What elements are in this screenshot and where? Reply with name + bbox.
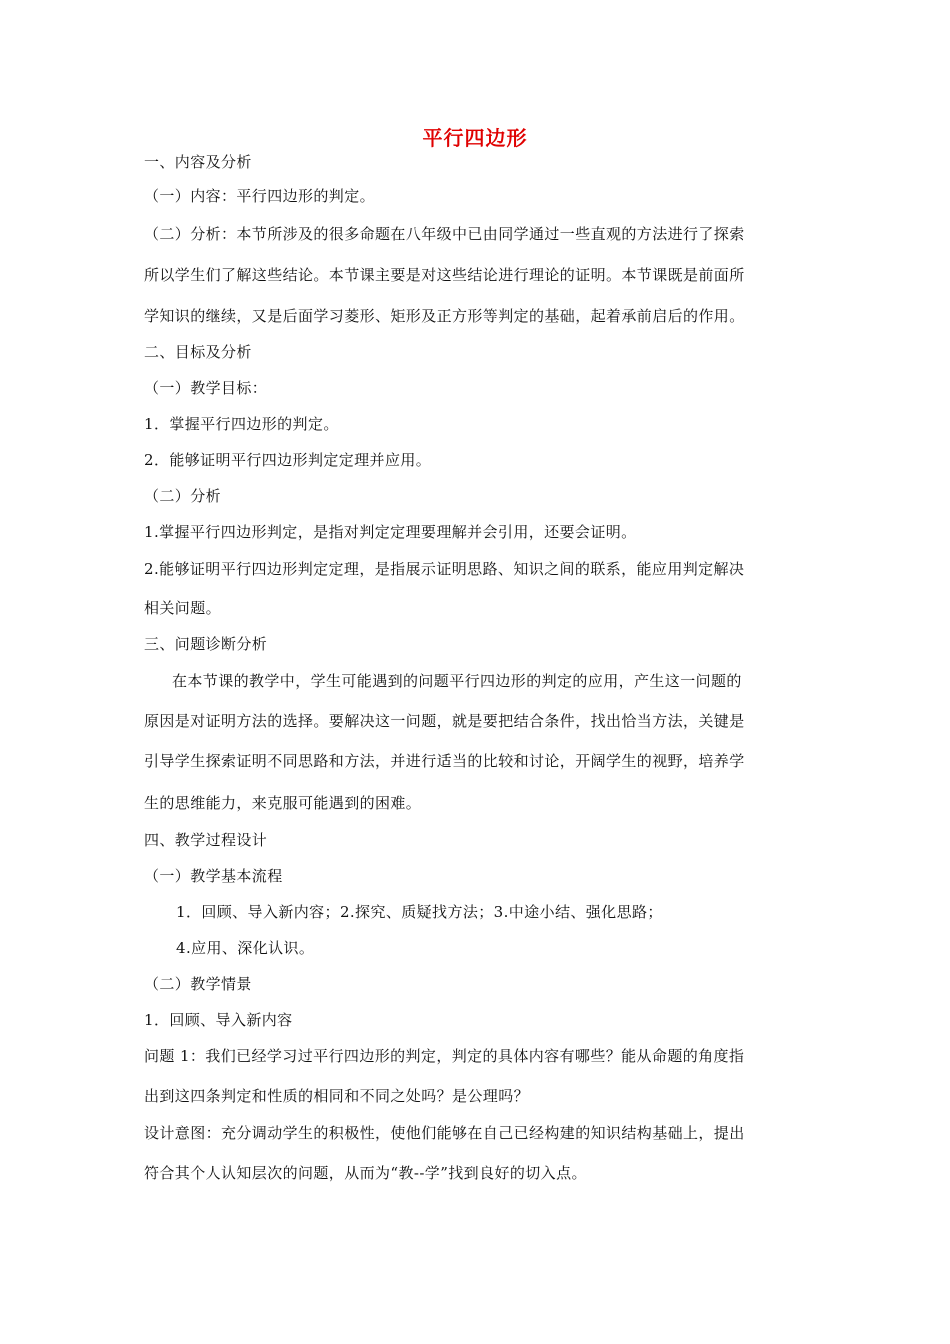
- paragraph-line: 1．回顾、导入新内容；2.探究、质疑找方法；3.中途小结、强化思路；: [176, 903, 663, 921]
- section-heading-goals: 二、目标及分析: [144, 343, 252, 361]
- paragraph-line: 2．能够证明平行四边形判定定理并应用。: [144, 451, 432, 469]
- paragraph-line: 符合其个人认知层次的问题，从而为“教--学”找到良好的切入点。: [144, 1164, 587, 1182]
- paragraph-line: 在本节课的教学中，学生可能遇到的问题平行四边形的判定的应用，产生这一问题的: [172, 672, 742, 690]
- paragraph-line: （二）分析：本节所涉及的很多命题在八年级中已由同学通过一些直观的方法进行了探索: [144, 225, 745, 243]
- paragraph-line: 相关问题。: [144, 599, 222, 617]
- paragraph-line: 引导学生探索证明不同思路和方法，并进行适当的比较和讨论，开阔学生的视野，培养学: [144, 752, 745, 770]
- paragraph-line: 1．回顾、导入新内容: [144, 1011, 293, 1029]
- section-heading-diagnosis: 三、问题诊断分析: [144, 635, 268, 653]
- paragraph-line: 1．掌握平行四边形的判定。: [144, 415, 339, 433]
- paragraph-line: （一）教学目标：: [144, 379, 268, 397]
- paragraph-line: 1.掌握平行四边形判定，是指对判定定理要理解并会引用，还要会证明。: [144, 523, 637, 541]
- paragraph-line: 出到这四条判定和性质的相同和不同之处吗？是公理吗？: [144, 1087, 530, 1105]
- paragraph-line: （二）教学情景: [144, 975, 252, 993]
- section-heading-content: 一、内容及分析: [144, 153, 252, 171]
- paragraph-line: 生的思维能力，来克服可能遇到的困难。: [144, 794, 422, 812]
- document-title: 平行四边形: [422, 126, 528, 150]
- paragraph-line: （二）分析: [144, 487, 222, 505]
- section-heading-process: 四、教学过程设计: [144, 831, 268, 849]
- paragraph-line: 2.能够证明平行四边形判定定理，是指展示证明思路、知识之间的联系，能应用判定解决: [144, 560, 745, 578]
- paragraph-line: 问题 1：我们已经学习过平行四边形的判定，判定的具体内容有哪些？能从命题的角度指: [144, 1047, 745, 1065]
- paragraph-line: 设计意图：充分调动学生的积极性，使他们能够在自己已经构建的知识结构基础上，提出: [144, 1124, 745, 1142]
- paragraph-line: （一）内容：平行四边形的判定。: [144, 187, 376, 205]
- paragraph-line: 4.应用、深化认识。: [176, 939, 315, 957]
- paragraph-line: 所以学生们了解这些结论。本节课主要是对这些结论进行理论的证明。本节课既是前面所: [144, 266, 745, 284]
- paragraph-line: （一）教学基本流程: [144, 867, 283, 885]
- paragraph-line: 学知识的继续，又是后面学习菱形、矩形及正方形等判定的基础，起着承前启后的作用。: [144, 307, 745, 325]
- paragraph-line: 原因是对证明方法的选择。要解决这一问题，就是要把结合条件，找出恰当方法，关键是: [144, 712, 745, 730]
